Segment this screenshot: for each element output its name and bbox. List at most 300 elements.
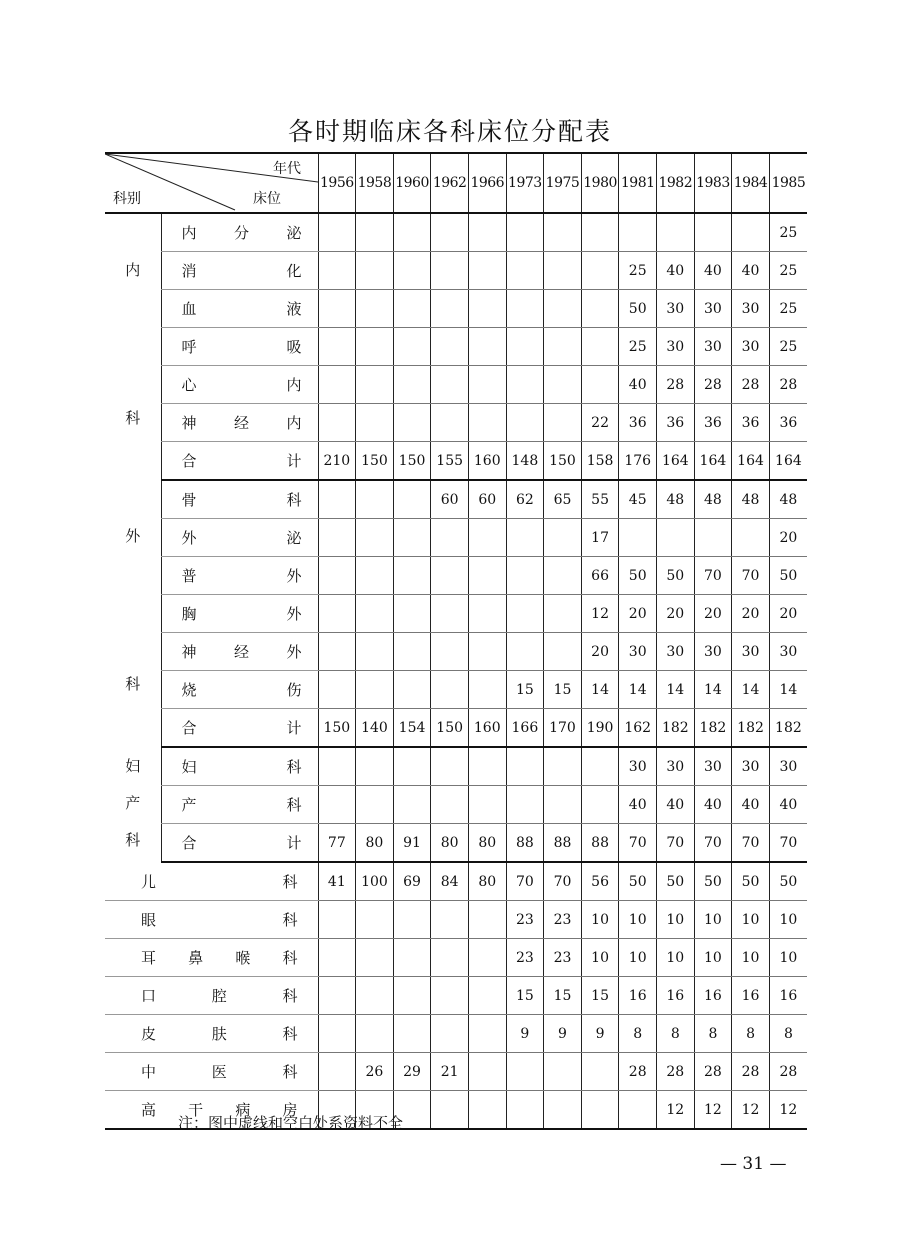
- bed-count-cell: 170: [544, 709, 582, 748]
- department-name-char: 医: [211, 1063, 227, 1081]
- bed-count-cell: [356, 901, 394, 939]
- bed-count-cell: [581, 366, 619, 404]
- bed-count-cell: [318, 557, 356, 595]
- bed-count-cell: [619, 213, 657, 252]
- bed-count-cell: [468, 901, 506, 939]
- bed-count-cell: [356, 366, 394, 404]
- bed-count-cell: [506, 1091, 544, 1130]
- table-row: [105, 709, 807, 748]
- bed-count-cell: [581, 213, 619, 252]
- bed-count-cell: [468, 328, 506, 366]
- bed-count-cell: 36: [657, 404, 695, 442]
- department-name-char: 计: [286, 452, 302, 470]
- bed-count-cell: [393, 404, 431, 442]
- bed-count-cell: 20: [732, 595, 770, 633]
- bed-count-cell: [431, 901, 469, 939]
- bed-count-cell: 164: [694, 442, 732, 481]
- department-name: [105, 901, 318, 939]
- department-name-char: 内: [181, 224, 197, 242]
- bed-count-cell: [356, 480, 394, 519]
- bed-count-cell: [356, 595, 394, 633]
- bed-count-cell: [393, 939, 431, 977]
- table-row: [105, 1053, 807, 1091]
- bed-count-cell: [544, 213, 582, 252]
- bed-count-cell: 88: [544, 824, 582, 863]
- bed-count-cell: [468, 977, 506, 1015]
- department-name-char: 吸: [286, 338, 302, 356]
- bed-count-cell: 150: [356, 442, 394, 481]
- bed-count-cell: 176: [619, 442, 657, 481]
- department-name: [161, 366, 318, 404]
- bed-count-cell: 164: [769, 442, 807, 481]
- department-name-char: 普: [181, 567, 197, 585]
- bed-count-cell: [506, 747, 544, 786]
- corner-bed-label: 床位: [253, 191, 281, 207]
- department-name: [161, 519, 318, 557]
- bed-count-cell: [431, 519, 469, 557]
- bed-count-cell: [544, 747, 582, 786]
- department-name: [161, 404, 318, 442]
- bed-count-cell: 50: [657, 862, 695, 901]
- bed-count-cell: 8: [657, 1015, 695, 1053]
- bed-count-cell: 70: [694, 557, 732, 595]
- bed-count-cell: 20: [769, 519, 807, 557]
- bed-count-cell: 10: [732, 901, 770, 939]
- bed-count-cell: 12: [769, 1091, 807, 1130]
- bed-count-cell: 30: [619, 747, 657, 786]
- bed-count-cell: 40: [694, 252, 732, 290]
- bed-count-cell: [544, 1091, 582, 1130]
- bed-count-cell: 10: [619, 939, 657, 977]
- bed-count-cell: 26: [356, 1053, 394, 1091]
- bed-count-cell: [544, 290, 582, 328]
- bed-count-cell: 69: [393, 862, 431, 901]
- bed-count-cell: 36: [619, 404, 657, 442]
- bed-count-cell: 62: [506, 480, 544, 519]
- bed-count-cell: [506, 557, 544, 595]
- bed-count-cell: 25: [769, 290, 807, 328]
- table-row: [105, 747, 807, 786]
- bed-count-cell: [318, 747, 356, 786]
- bed-count-cell: 14: [581, 671, 619, 709]
- bed-count-cell: [318, 901, 356, 939]
- bed-count-cell: 30: [694, 747, 732, 786]
- bed-count-cell: 10: [769, 901, 807, 939]
- bed-count-cell: [356, 977, 394, 1015]
- bed-count-cell: [506, 252, 544, 290]
- department-name-char: 干: [188, 1101, 204, 1119]
- department-group-label: [105, 213, 161, 480]
- bed-count-cell: [356, 747, 394, 786]
- department-name-char: 产: [181, 796, 197, 814]
- bed-count-cell: 48: [694, 480, 732, 519]
- department-name-char: 高: [141, 1101, 157, 1119]
- table-row: [105, 786, 807, 824]
- table-row: [105, 404, 807, 442]
- department-name-char: 皮: [141, 1025, 157, 1043]
- bed-count-cell: 80: [468, 824, 506, 863]
- department-name-char: 伤: [286, 681, 302, 699]
- year-header: 1983: [694, 153, 732, 213]
- bed-count-cell: 25: [619, 252, 657, 290]
- bed-count-cell: [318, 671, 356, 709]
- bed-count-cell: [431, 366, 469, 404]
- bed-count-cell: [318, 519, 356, 557]
- bed-count-cell: 50: [657, 557, 695, 595]
- year-header: 1966: [468, 153, 506, 213]
- bed-count-cell: [318, 595, 356, 633]
- bed-count-cell: 12: [694, 1091, 732, 1130]
- bed-count-cell: [544, 252, 582, 290]
- department-name: [161, 824, 318, 863]
- department-name-char: 合: [181, 834, 197, 852]
- bed-count-cell: [431, 633, 469, 671]
- bed-count-cell: [393, 901, 431, 939]
- department-name-char: 内: [286, 376, 302, 394]
- department-name-char: 病: [235, 1101, 251, 1119]
- bed-count-cell: 40: [619, 366, 657, 404]
- bed-count-cell: 22: [581, 404, 619, 442]
- bed-count-cell: 28: [619, 1053, 657, 1091]
- bed-count-cell: 30: [732, 633, 770, 671]
- bed-count-cell: [468, 1053, 506, 1091]
- bed-count-cell: [468, 290, 506, 328]
- bed-count-cell: 8: [694, 1015, 732, 1053]
- department-name: [161, 213, 318, 252]
- department-name-char: 合: [181, 719, 197, 737]
- bed-allocation-table: [105, 152, 807, 1130]
- bed-count-cell: 16: [732, 977, 770, 1015]
- bed-count-cell: [468, 1091, 506, 1130]
- bed-count-cell: [657, 519, 695, 557]
- bed-count-cell: 70: [619, 824, 657, 863]
- department-name: [161, 786, 318, 824]
- bed-count-cell: 140: [356, 709, 394, 748]
- department-name-char: 儿: [141, 873, 157, 891]
- department-name-char: 外: [286, 605, 302, 623]
- year-header: 1973: [506, 153, 544, 213]
- bed-count-cell: 20: [581, 633, 619, 671]
- department-name-char: 泌: [286, 529, 302, 547]
- bed-count-cell: 16: [769, 977, 807, 1015]
- bed-count-cell: 28: [732, 366, 770, 404]
- group-label-char: 妇: [125, 757, 141, 775]
- bed-count-cell: [356, 786, 394, 824]
- department-name-char: 腔: [211, 987, 227, 1005]
- bed-count-cell: 70: [732, 824, 770, 863]
- table-row: [105, 213, 807, 252]
- bed-count-cell: 10: [694, 901, 732, 939]
- department-name-char: 科: [286, 758, 302, 776]
- department-name-char: 科: [286, 491, 302, 509]
- group-label-char: 外: [125, 527, 141, 545]
- table-row: [105, 633, 807, 671]
- department-name-char: 骨: [181, 491, 197, 509]
- bed-count-cell: [544, 1053, 582, 1091]
- bed-count-cell: 9: [544, 1015, 582, 1053]
- bed-count-cell: 28: [694, 366, 732, 404]
- department-name-char: 胸: [181, 605, 197, 623]
- bed-count-cell: 30: [657, 328, 695, 366]
- bed-count-cell: 15: [506, 977, 544, 1015]
- bed-count-cell: 45: [619, 480, 657, 519]
- bed-count-cell: [468, 1015, 506, 1053]
- bed-count-cell: [468, 747, 506, 786]
- table-row: [105, 519, 807, 557]
- bed-count-cell: 14: [694, 671, 732, 709]
- bed-count-cell: 25: [769, 213, 807, 252]
- footnote: 注：图中虚线和空白处系资料不全: [178, 1114, 404, 1132]
- table-row: [105, 442, 807, 481]
- year-header: 1960: [393, 153, 431, 213]
- group-label-char: 科: [125, 675, 141, 693]
- department-name-char: 血: [181, 300, 197, 318]
- bed-count-cell: [694, 519, 732, 557]
- bed-count-cell: 60: [431, 480, 469, 519]
- bed-count-cell: [431, 786, 469, 824]
- bed-count-cell: 70: [732, 557, 770, 595]
- bed-count-cell: 70: [657, 824, 695, 863]
- department-name: [161, 442, 318, 481]
- bed-count-cell: 88: [506, 824, 544, 863]
- bed-count-cell: [431, 1091, 469, 1130]
- bed-count-cell: 70: [769, 824, 807, 863]
- table-row: [105, 595, 807, 633]
- bed-count-cell: 88: [581, 824, 619, 863]
- bed-count-cell: 30: [694, 328, 732, 366]
- year-header: 1984: [732, 153, 770, 213]
- bed-count-cell: [393, 595, 431, 633]
- bed-count-cell: [619, 519, 657, 557]
- table-row: [105, 824, 807, 863]
- bed-count-cell: 28: [694, 1053, 732, 1091]
- bed-count-cell: 36: [732, 404, 770, 442]
- bed-count-cell: [318, 328, 356, 366]
- bed-count-cell: 50: [619, 290, 657, 328]
- bed-count-cell: 14: [732, 671, 770, 709]
- department-name-char: 消: [181, 262, 197, 280]
- bed-count-cell: 36: [694, 404, 732, 442]
- bed-count-cell: 30: [769, 633, 807, 671]
- department-name-char: 分: [234, 224, 250, 242]
- bed-count-cell: 10: [694, 939, 732, 977]
- bed-count-cell: 15: [544, 977, 582, 1015]
- bed-count-cell: 9: [581, 1015, 619, 1053]
- bed-count-cell: 8: [619, 1015, 657, 1053]
- bed-count-cell: 8: [769, 1015, 807, 1053]
- table-row: [105, 366, 807, 404]
- bed-count-cell: [431, 213, 469, 252]
- department-name: [105, 1053, 318, 1091]
- bed-count-cell: 16: [694, 977, 732, 1015]
- bed-count-cell: [318, 633, 356, 671]
- bed-count-cell: [393, 747, 431, 786]
- bed-count-cell: 162: [619, 709, 657, 748]
- department-name: [161, 709, 318, 748]
- year-header: 1981: [619, 153, 657, 213]
- department-name-char: 外: [286, 643, 302, 661]
- bed-count-cell: 48: [769, 480, 807, 519]
- bed-count-cell: [506, 404, 544, 442]
- bed-count-cell: [468, 519, 506, 557]
- bed-count-cell: 30: [657, 747, 695, 786]
- bed-count-cell: 158: [581, 442, 619, 481]
- table-row: [105, 1015, 807, 1053]
- department-name-char: 经: [234, 643, 250, 661]
- department-name-char: 中: [141, 1063, 157, 1081]
- bed-count-cell: [431, 1015, 469, 1053]
- bed-count-cell: [318, 480, 356, 519]
- corner-dept-label: 科别: [113, 191, 141, 207]
- department-name-char: 科: [286, 796, 302, 814]
- bed-count-cell: 84: [431, 862, 469, 901]
- bed-count-cell: [356, 252, 394, 290]
- bed-count-cell: 40: [657, 786, 695, 824]
- table-row: [105, 671, 807, 709]
- department-name-char: 液: [286, 300, 302, 318]
- bed-count-cell: 148: [506, 442, 544, 481]
- bed-count-cell: [356, 939, 394, 977]
- bed-count-cell: [544, 404, 582, 442]
- bed-count-cell: 10: [657, 939, 695, 977]
- department-name-char: 科: [282, 1063, 298, 1081]
- table-row: [105, 480, 807, 519]
- bed-count-cell: 10: [619, 901, 657, 939]
- bed-count-cell: 50: [769, 862, 807, 901]
- department-name-char: 妇: [181, 758, 197, 776]
- bed-count-cell: 80: [356, 824, 394, 863]
- department-name-char: 科: [282, 873, 298, 891]
- bed-count-cell: 164: [732, 442, 770, 481]
- bed-count-cell: [393, 977, 431, 1015]
- bed-count-cell: 17: [581, 519, 619, 557]
- bed-count-cell: 150: [393, 442, 431, 481]
- table-row: [105, 290, 807, 328]
- bed-count-cell: [431, 747, 469, 786]
- bed-count-cell: 28: [769, 366, 807, 404]
- bed-count-cell: [468, 633, 506, 671]
- department-name-char: 眼: [141, 911, 157, 929]
- bed-count-cell: [393, 519, 431, 557]
- bed-count-cell: 55: [581, 480, 619, 519]
- bed-count-cell: 50: [619, 862, 657, 901]
- bed-count-cell: 40: [657, 252, 695, 290]
- department-group-label: [105, 480, 161, 747]
- bed-count-cell: [506, 786, 544, 824]
- group-label-char: 科: [125, 409, 141, 427]
- bed-count-cell: 80: [468, 862, 506, 901]
- department-name-char: 科: [282, 1025, 298, 1043]
- bed-count-cell: 150: [431, 709, 469, 748]
- bed-count-cell: [544, 366, 582, 404]
- table-row: [105, 328, 807, 366]
- department-name-char: 科: [282, 949, 298, 967]
- bed-count-cell: 166: [506, 709, 544, 748]
- department-name: [105, 862, 318, 901]
- bed-count-cell: [318, 213, 356, 252]
- bed-count-cell: [581, 1091, 619, 1130]
- department-name-char: 神: [181, 643, 197, 661]
- bed-count-cell: [393, 786, 431, 824]
- bed-count-cell: [318, 1015, 356, 1053]
- bed-count-cell: [318, 786, 356, 824]
- bed-count-cell: 8: [732, 1015, 770, 1053]
- department-name-char: 房: [282, 1101, 298, 1119]
- bed-count-cell: [318, 977, 356, 1015]
- bed-count-cell: 70: [694, 824, 732, 863]
- department-name-char: 内: [286, 414, 302, 432]
- department-name: [161, 480, 318, 519]
- bed-count-cell: 23: [506, 901, 544, 939]
- bed-count-cell: [431, 290, 469, 328]
- bed-count-cell: 20: [657, 595, 695, 633]
- bed-count-cell: 65: [544, 480, 582, 519]
- group-label-char: 内: [125, 261, 141, 279]
- table-row: [105, 977, 807, 1015]
- bed-count-cell: 14: [657, 671, 695, 709]
- bed-count-cell: [506, 213, 544, 252]
- bed-count-cell: [619, 1091, 657, 1130]
- department-name-char: 耳: [141, 949, 157, 967]
- bed-count-cell: [544, 519, 582, 557]
- bed-count-cell: [544, 786, 582, 824]
- table-row: [105, 557, 807, 595]
- department-name-char: 合: [181, 452, 197, 470]
- bed-count-cell: [581, 290, 619, 328]
- bed-count-cell: [393, 290, 431, 328]
- department-name: [161, 557, 318, 595]
- bed-count-cell: [544, 328, 582, 366]
- bed-count-cell: 28: [732, 1053, 770, 1091]
- bed-count-cell: [356, 328, 394, 366]
- department-name-char: 心: [181, 376, 197, 394]
- department-name: [161, 747, 318, 786]
- bed-count-cell: 10: [732, 939, 770, 977]
- bed-count-cell: [506, 595, 544, 633]
- bed-count-cell: 50: [694, 862, 732, 901]
- bed-count-cell: [393, 480, 431, 519]
- bed-count-cell: 182: [769, 709, 807, 748]
- bed-count-cell: [468, 671, 506, 709]
- bed-count-cell: 28: [657, 366, 695, 404]
- bed-count-cell: [431, 977, 469, 1015]
- corner-year-label: 年代: [273, 161, 301, 177]
- year-header: 1958: [356, 153, 394, 213]
- department-name: [161, 595, 318, 633]
- bed-count-cell: 40: [769, 786, 807, 824]
- bed-count-cell: 150: [318, 709, 356, 748]
- year-header: 1956: [318, 153, 356, 213]
- bed-count-cell: 23: [544, 901, 582, 939]
- bed-count-cell: 160: [468, 709, 506, 748]
- bed-count-cell: 28: [769, 1053, 807, 1091]
- bed-count-cell: [393, 557, 431, 595]
- department-name: [161, 290, 318, 328]
- bed-count-cell: 66: [581, 557, 619, 595]
- bed-count-cell: 182: [694, 709, 732, 748]
- bed-count-cell: 150: [544, 442, 582, 481]
- bed-count-cell: [356, 519, 394, 557]
- year-header: 1962: [431, 153, 469, 213]
- bed-count-cell: [356, 557, 394, 595]
- department-group-label: [105, 747, 161, 862]
- bed-count-cell: [431, 328, 469, 366]
- bed-count-cell: 23: [544, 939, 582, 977]
- bed-count-cell: [356, 1015, 394, 1053]
- bed-count-cell: [356, 290, 394, 328]
- bed-count-cell: [318, 366, 356, 404]
- group-label-char: 科: [125, 831, 141, 849]
